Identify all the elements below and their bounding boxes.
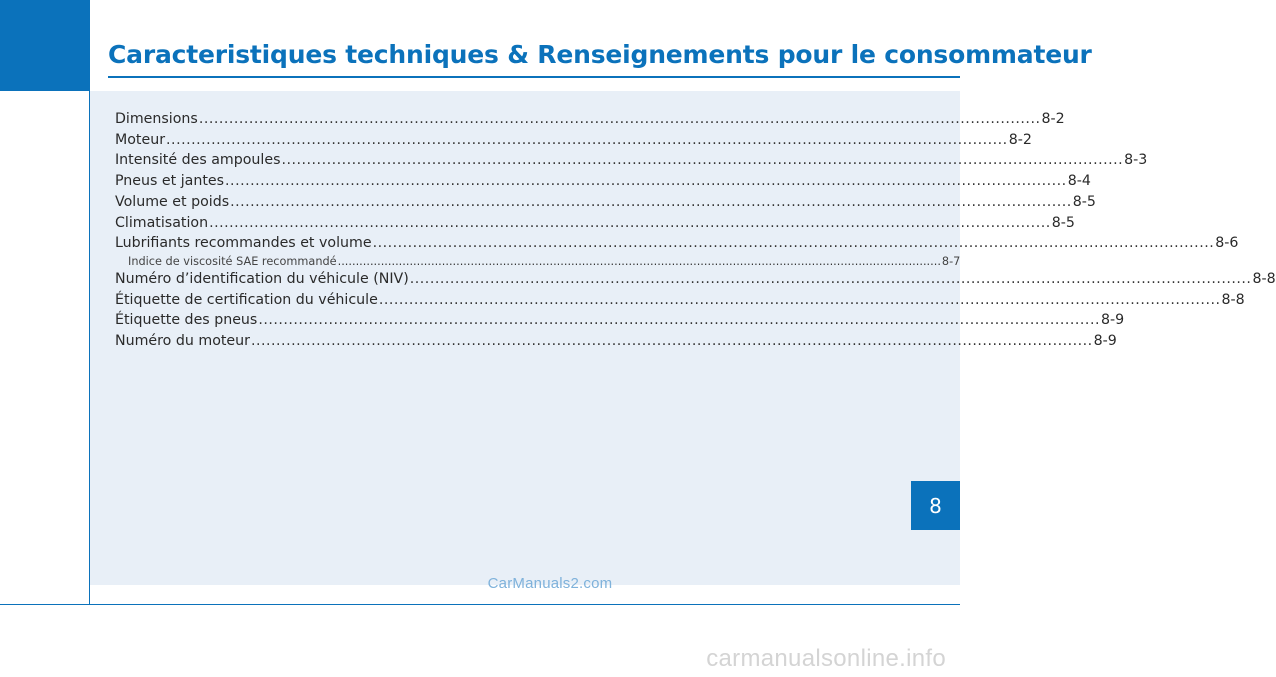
toc-item-label: Intensité des ampoules	[115, 152, 281, 169]
dot-leader	[230, 192, 1072, 213]
toc-item-moteur[interactable]	[115, 130, 1032, 151]
title-underline	[108, 76, 960, 78]
toc-item-label: Moteur	[115, 131, 166, 148]
dot-leader	[379, 290, 1221, 311]
dot-leader	[258, 310, 1100, 331]
toc-item-label: Dimensions	[115, 111, 198, 127]
chapter-color-block	[0, 0, 90, 91]
toc-item-etiquette-pneus[interactable]	[115, 310, 1125, 331]
toc-item-ampoules[interactable]	[115, 150, 1148, 171]
page-title: Caracteristiques techniques & Renseignements pour le consommateur	[108, 40, 1092, 69]
table-of-contents	[115, 109, 1276, 352]
toc-item-label: Lubrifiants recommandes et volume	[115, 235, 372, 252]
toc-item-label: Volume et poids	[115, 193, 230, 210]
dot-leader	[251, 331, 1093, 352]
toc-item-label: Pneus et jantes	[115, 173, 225, 190]
dot-leader	[199, 109, 1041, 130]
toc-item-page: 8-5	[1072, 193, 1096, 210]
toc-item-dimensions[interactable]	[115, 109, 1065, 130]
toc-item-page: 8-8	[1221, 291, 1245, 308]
dot-leader	[338, 254, 941, 269]
toc-item-niv[interactable]	[115, 269, 1276, 290]
toc-item-label: Indice de viscosité SAE recommandé	[128, 254, 337, 268]
toc-item-page: 8-9	[1093, 333, 1117, 350]
toc-subitem-viscosite[interactable]	[115, 254, 961, 269]
page-header	[90, 0, 1092, 91]
toc-item-page: 8-4	[1067, 173, 1091, 190]
toc-item-page: 8-2	[1041, 111, 1065, 127]
chapter-tab[interactable]	[911, 481, 960, 530]
dot-leader	[410, 269, 1252, 290]
dot-leader	[225, 171, 1067, 192]
toc-item-page: 8-2	[1008, 131, 1032, 148]
toc-item-numero-moteur[interactable]	[115, 331, 1117, 352]
dot-leader	[373, 233, 1215, 254]
toc-item-label: Numéro du moteur	[115, 333, 250, 350]
chapter-number: 8	[929, 493, 942, 518]
toc-item-lubrifiants[interactable]	[115, 233, 1239, 254]
watermark-text: CarManuals2.com	[487, 575, 613, 592]
toc-item-page: 8-9	[1100, 312, 1125, 329]
toc-item-page: 8-7	[941, 254, 961, 268]
toc-item-label: Étiquette de certification du véhicule	[115, 291, 378, 308]
dot-leader	[166, 130, 1008, 151]
toc-item-certification[interactable]	[115, 290, 1245, 311]
toc-item-label: Climatisation	[115, 214, 209, 231]
toc-item-page: 8-3	[1124, 152, 1148, 169]
toc-item-page: 8-8	[1252, 270, 1276, 287]
toc-item-climatisation[interactable]	[115, 213, 1075, 234]
toc-item-page: 8-5	[1051, 214, 1075, 231]
bottom-divider	[0, 604, 960, 605]
dot-leader	[281, 150, 1123, 171]
footer-watermark: carmanualsonline.info	[706, 645, 946, 672]
dot-leader	[209, 213, 1051, 234]
toc-item-page: 8-6	[1215, 235, 1239, 252]
toc-item-pneus-jantes[interactable]	[115, 171, 1091, 192]
toc-item-label: Numéro d’identification du véhicule (NIV)	[115, 270, 409, 287]
contents-panel	[90, 91, 1276, 585]
toc-item-label: Étiquette des pneus	[115, 312, 258, 329]
toc-item-volume-poids[interactable]	[115, 192, 1096, 213]
